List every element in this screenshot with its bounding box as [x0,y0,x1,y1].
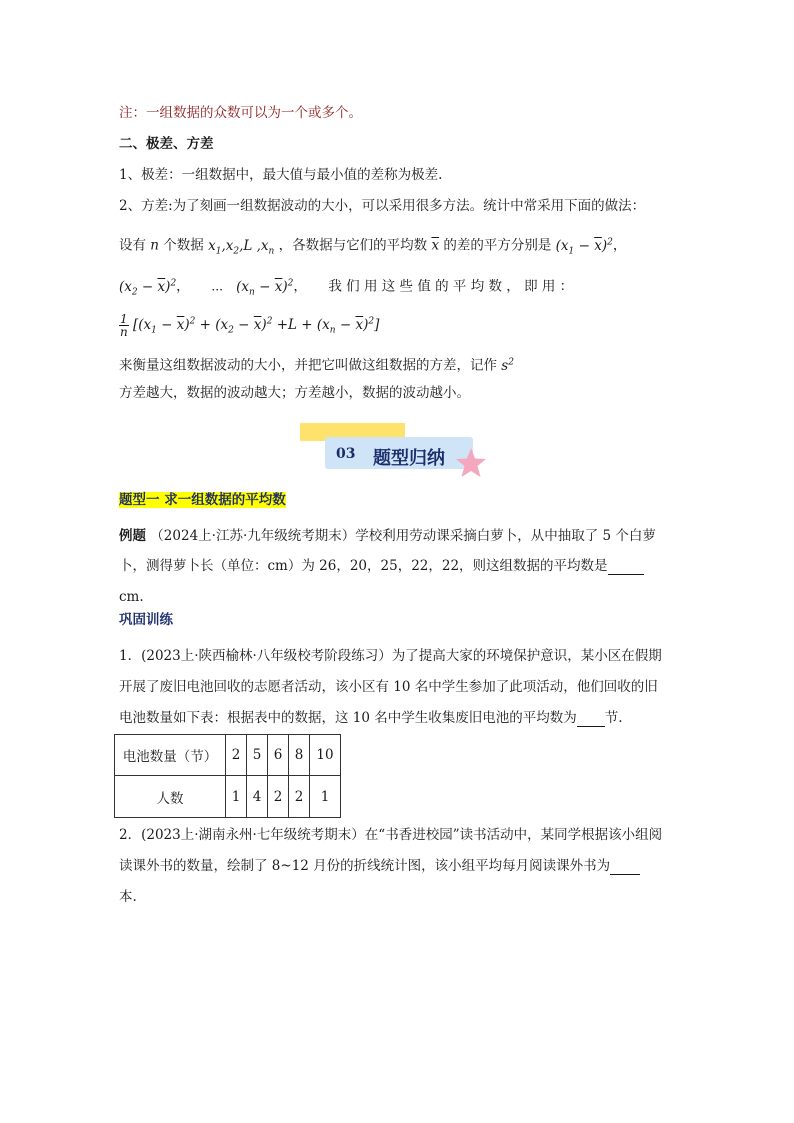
example-label: 例题 [119,528,146,544]
table-cell: 6 [268,735,289,776]
q1-line-3 [119,709,623,727]
variance-line-4 [119,353,514,375]
answer-blank[interactable] [577,712,605,727]
practice-heading: 巩固训练 [119,612,173,628]
table-cell: 1 [310,776,341,818]
q2-line-3: 本. [119,889,137,905]
table-cell: 1 [226,776,247,818]
q1-line-2: 开展了废旧电池回收的志愿者活动，该小区有 10 名中学生参加了此项活动，他们回收的旧 [119,679,658,695]
text-segment: ，各数据与它们的平均数 [278,237,428,254]
table-cell: 2 [226,735,247,776]
math-deviation-1: $(x_1 - \overline{x})^2$ [555,237,613,257]
q2-line-2 [119,857,640,875]
banner-title: 题型归纳 [373,448,445,469]
table-cell: 2 [268,776,289,818]
table-row-label: 人数 [115,776,226,818]
variance-intro: 2、方差:为了刻画一组数据波动的大小，可以采用很多方法。统计中常采用下面的做法： [119,198,646,214]
variance-line-2: $(x_2 - \overline{x})^2$， ⋯ $(x_n - \overline{x})^2$， 我 们 用 这 些 值 的 平 均 数 ， 即 用 ： [119,278,574,298]
highlighted-heading: 题型一 求一组数据的平均数 [119,492,286,508]
range-definition: 1、极差：一组数据中，最大值与最小值的差称为极差. [119,167,443,183]
table-cell: 4 [247,776,268,818]
variance-line-1: 设有 n 个数据 $x_1,x_2,L$ $,x_n$ ，各数据与它们的平均数 $\overline{x}$ 的差的平方分别是 $(x_1 - \overline{x})^2$， [119,237,627,257]
math-n: n [150,237,164,254]
banner-number: 03 [336,446,356,462]
table-header-label: 电池数量（节） [115,735,226,776]
text-segment: 来衡量这组数据波动的大小，并把它叫做这组数据的方差，记作 [119,357,497,374]
text-segment: 卜，测得萝卜长（单位：cm）为 26，20，25，22，22，则这组数据的平均数是 [119,558,608,574]
example-line-2 [119,557,644,575]
math-fraction: $\frac{1}{n}$ [119,311,128,339]
question-type-heading [119,491,286,509]
text-segment: 电池数量如下表：根据表中的数据，这 10 名中学生收集废旧电池的平均数为 [119,710,577,726]
battery-table [114,734,341,818]
text-segment: 个数据 [163,237,204,254]
math-mean: $\overline{x}$ [431,237,440,254]
math-s-squared: $s^2$ [501,357,514,374]
q2-line-1: 2．(2023上·湖南永州·七年级统考期末）在“书香进校园”读书活动中，某同学根据该小组阅 [119,827,663,843]
table-row [115,776,341,818]
star-icon [454,446,488,480]
math-sum: $[(x_1 - \overline{x})^2 + (x_2 - \overline{x})^2 +L + (x_n - \overline{x})^2]$ [132,316,380,336]
math-data-list: $x_1,x_2,L$ $,x_n$ [208,237,275,257]
note-mode: 注：一组数据的众数可以为一个或多个。 [119,105,362,121]
variance-line-5: 方差越大，数据的波动越大；方差越小，数据的波动越小。 [119,385,470,401]
example-line-1 [119,527,656,545]
table-cell: 8 [289,735,310,776]
table-cell: 5 [247,735,268,776]
answer-blank[interactable] [610,860,640,875]
table-row [115,735,341,776]
text-segment: 节. [604,710,623,726]
answer-blank[interactable] [608,560,644,575]
example-line-3: cm. [119,589,144,605]
variance-formula [119,312,379,339]
text-segment: （2024上·江苏·九年级统考期末）学校利用劳动课采摘白萝卜，从中抽取了 5 个白萝 [150,528,656,544]
q1-line-1: 1．(2023上·陕西榆林·八年级校考阶段练习）为了提高大家的环境保护意识，某小区在假期 [119,648,662,664]
math-deviation-2: $(x_2 - \overline{x})^2$ [119,278,177,298]
section-heading-range-variance: 二、极差、方差 [119,136,214,152]
math-deviation-n: $(x_n - \overline{x})^2$ [236,278,294,298]
table-cell: 2 [289,776,310,818]
text-segment: 设有 [119,237,146,254]
text-segment: 读课外书的数量，绘制了 8~12 月份的折线统计图，该小组平均每月阅读课外书为 [119,858,611,874]
table-cell: 10 [310,735,341,776]
text-segment: 我 们 用 这 些 值 的 平 均 数 ， 即 用 ： [328,278,574,295]
text-segment: 的差的平方分别是 [443,237,552,254]
